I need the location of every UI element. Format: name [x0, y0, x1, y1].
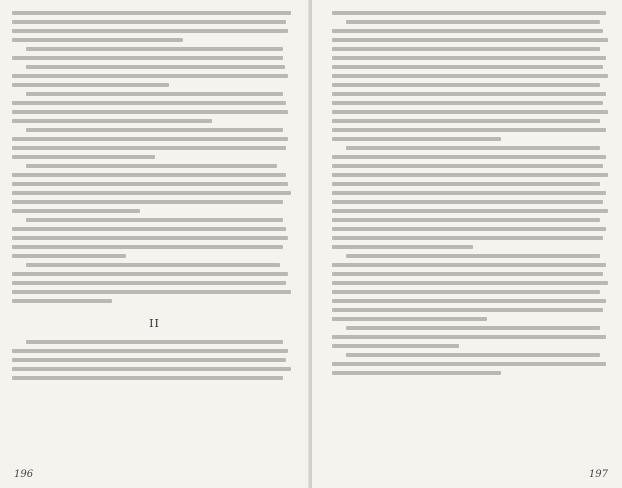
paragraph — [12, 65, 297, 87]
left-page-text — [12, 6, 297, 385]
paragraph — [12, 263, 297, 303]
page-number: 196 — [14, 469, 34, 480]
section-numeral: II — [149, 317, 160, 330]
left-page — [0, 0, 310, 488]
paragraph — [12, 11, 297, 42]
paragraph — [332, 20, 614, 141]
paragraph — [332, 254, 614, 321]
page-number: 197 — [588, 469, 608, 480]
paragraph — [12, 47, 297, 60]
paragraph — [12, 128, 297, 159]
paragraph — [12, 218, 297, 258]
paragraph — [332, 146, 614, 249]
paragraph — [12, 92, 297, 123]
paragraph — [332, 353, 614, 375]
right-page — [312, 0, 622, 488]
paragraph — [332, 326, 614, 348]
paragraph — [332, 11, 614, 15]
paragraph — [12, 340, 297, 380]
right-page-text — [332, 6, 614, 380]
paragraph — [12, 164, 297, 213]
